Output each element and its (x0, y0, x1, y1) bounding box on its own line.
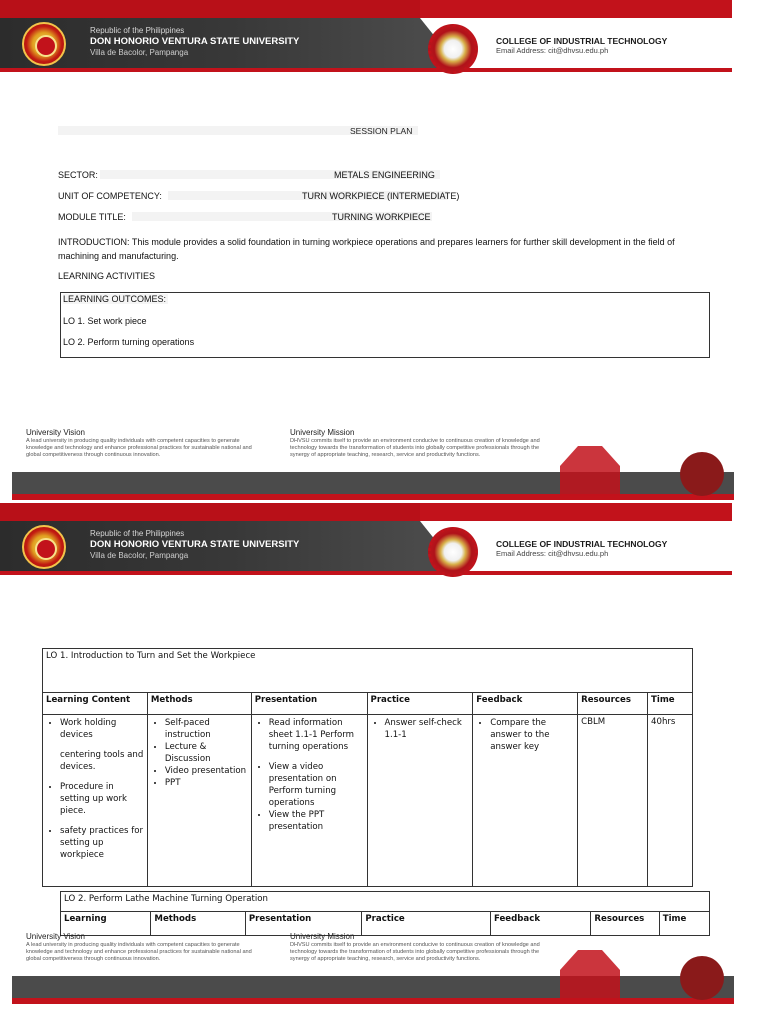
list-item: • Procedure in setting up work piece. (60, 781, 144, 817)
republic-text: Republic of the Philippines (90, 529, 185, 538)
university-name: DON HONORIO VENTURA STATE UNIVERSITY (90, 36, 300, 47)
list-item: • Self-paced instruction (165, 717, 248, 741)
column-header: Presentation (251, 693, 367, 715)
list-item: • Work holding devices (60, 717, 144, 741)
resources-cell: CBLM (578, 715, 648, 887)
mission-title: University Mission (290, 932, 355, 941)
gear-icon (560, 950, 620, 1000)
vision-title: University Vision (26, 428, 85, 437)
lo1-session-table (42, 648, 693, 887)
learning-activities-heading: LEARNING ACTIVITIES (58, 271, 156, 281)
list-item: • Answer self-check 1.1-1 (385, 717, 470, 741)
unit-label: UNIT OF COMPETENCY: (58, 191, 162, 201)
university-name: DON HONORIO VENTURA STATE UNIVERSITY (90, 539, 300, 550)
module-value: TURNING WORKPIECE (332, 212, 431, 222)
college-logo-icon (428, 24, 478, 74)
list-item: • PPT (165, 777, 248, 789)
footer-band (12, 472, 734, 500)
letterhead-red-stripe (0, 68, 732, 72)
university-vision (26, 932, 256, 963)
learning-outcome-item: LO 2. Perform turning operations (63, 337, 195, 347)
learning-content-cell (43, 715, 148, 887)
column-header: Presentation (245, 912, 362, 936)
university-name-block (90, 529, 299, 561)
university-mission (290, 932, 560, 963)
list-item: • safety practices for setting up workpiece (60, 825, 144, 861)
college-email: Email Address: cit@dhvsu.edu.ph (496, 46, 609, 55)
college-name: COLLEGE OF INDUSTRIAL TECHNOLOGY (496, 539, 668, 549)
column-header: Resources (591, 912, 659, 936)
letterhead-top-band (0, 0, 732, 18)
presentation-cell (251, 715, 367, 887)
vision-title: University Vision (26, 932, 85, 941)
page-footer (0, 428, 734, 502)
lo2-title: LO 2. Perform Lathe Machine Turning Operation (61, 892, 710, 912)
column-header: Feedback (490, 912, 590, 936)
sector-value: METALS ENGINEERING (334, 170, 435, 180)
module-label: MODULE TITLE: (58, 212, 126, 222)
mission-text: DHVSU commits itself to provide an environment conducive to continuous creation of knowledge and technology towards the transformation of students into globally competitive professionals through the synergy of appropriate teaching, research, service and productivity functions. (290, 942, 540, 962)
college-email: Email Address: cit@dhvsu.edu.ph (496, 549, 609, 558)
list-item: • Read information sheet 1.1-1 Perform turning operations (269, 717, 364, 753)
letterhead (0, 0, 732, 98)
column-header: Practice (367, 693, 473, 715)
vision-text: A lead university in producing quality individuals with competent capacities to generate knowledge and technology and enhance professional practices for sustainable national and global competitiveness through continuous innovation. (26, 942, 252, 962)
university-name-block (90, 26, 299, 58)
column-header: Learning Content (43, 693, 148, 715)
university-location: Villa de Bacolor, Pampanga (90, 551, 189, 560)
university-location: Villa de Bacolor, Pampanga (90, 48, 189, 57)
column-header: Time (648, 693, 693, 715)
republic-text: Republic of the Philippines (90, 26, 185, 35)
college-logo-icon (428, 527, 478, 577)
list-item: centering tools and devices. (60, 750, 144, 772)
list-item: • Lecture & Discussion (165, 741, 248, 765)
page-footer (0, 932, 734, 1006)
university-mission (290, 428, 560, 459)
feedback-cell (473, 715, 578, 887)
page-title: SESSION PLAN (350, 126, 413, 136)
vision-text: A lead university in producing quality individuals with competent capacities to generate knowledge and technology and enhance professional practices for sustainable national and global competitiveness through continuous innovation. (26, 438, 252, 458)
list-item: • Compare the answer to the answer key (490, 717, 574, 753)
college-name-block (496, 539, 667, 559)
lo1-title: LO 1. Introduction to Turn and Set the Workpiece (43, 649, 693, 693)
time-cell: 40hrs (648, 715, 693, 887)
column-header: Time (659, 912, 709, 936)
practice-cell (367, 715, 473, 887)
list-item: • View a video presentation on Perform turning operations (269, 761, 364, 809)
letterhead-top-band (0, 503, 732, 521)
footer-band (12, 976, 734, 1004)
university-seal-icon (22, 22, 66, 66)
learning-outcome-item: LO 1. Set work piece (63, 316, 147, 326)
university-seal-icon (22, 525, 66, 569)
gear-icon (680, 452, 724, 496)
learning-outcomes-box (60, 292, 710, 358)
university-vision (26, 428, 256, 459)
lo2-session-table (60, 891, 710, 936)
column-header: Methods (147, 693, 251, 715)
list-item: • View the PPT presentation (269, 809, 364, 833)
mission-text: DHVSU commits itself to provide an environment conducive to continuous creation of knowledge and technology towards the transformation of students into globally competitive professionals through the synergy of appropriate teaching, research, service and productivity functions. (290, 438, 540, 458)
letterhead-red-stripe (0, 571, 732, 575)
list-item: • Video presentation (165, 765, 248, 777)
mission-title: University Mission (290, 428, 355, 437)
column-header: Methods (151, 912, 245, 936)
column-header: Resources (578, 693, 648, 715)
column-header: Feedback (473, 693, 578, 715)
letterhead (0, 503, 732, 601)
gear-icon (680, 956, 724, 1000)
college-name: COLLEGE OF INDUSTRIAL TECHNOLOGY (496, 36, 668, 46)
unit-value: TURN WORKPIECE (INTERMEDIATE) (302, 191, 460, 201)
college-name-block (496, 36, 667, 56)
methods-cell (147, 715, 251, 887)
sector-label: SECTOR: (58, 170, 98, 180)
introduction-text: INTRODUCTION: This module provides a solid foundation in turning workpiece operations and prepares learners for further skill development in the field of machining and manufacturing. (58, 237, 675, 261)
column-header: Practice (362, 912, 491, 936)
gear-icon (560, 446, 620, 496)
column-header: Learning (61, 912, 151, 936)
learning-outcomes-header: LEARNING OUTCOMES: (63, 294, 167, 304)
